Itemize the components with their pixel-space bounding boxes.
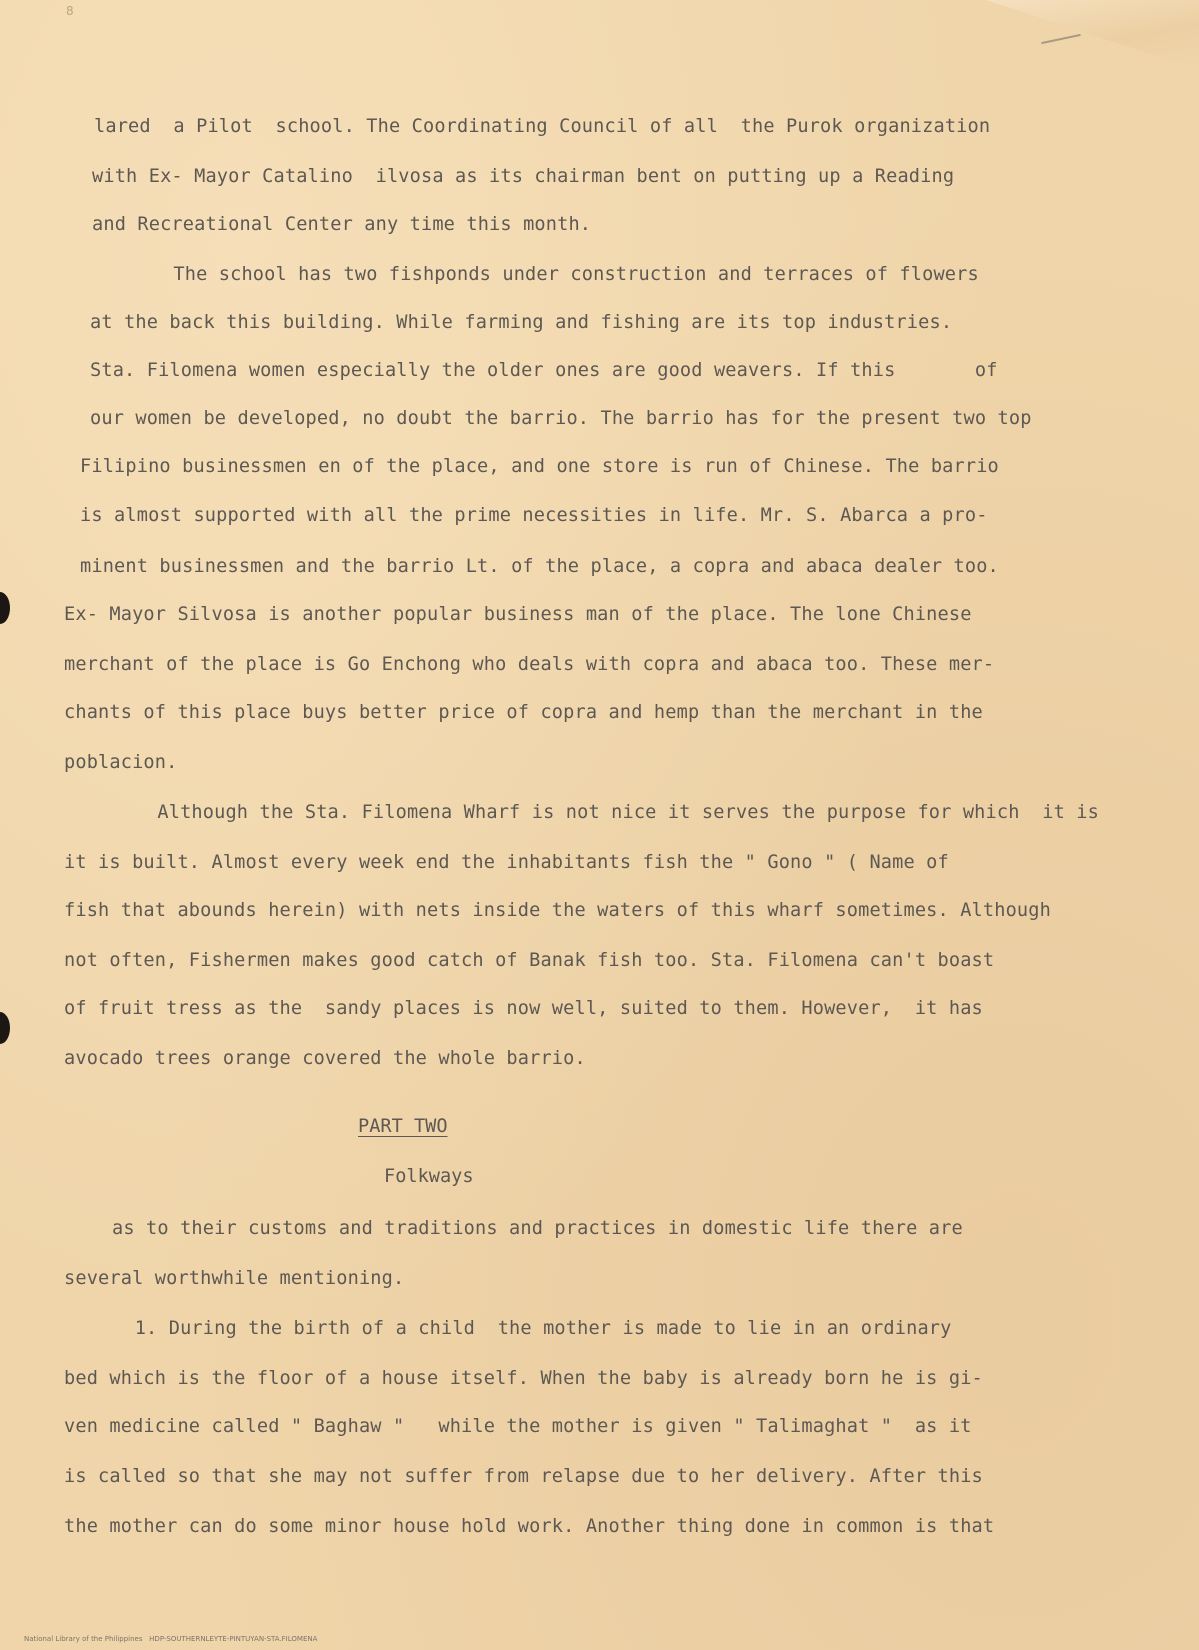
text-line: and Recreational Center any time this month. <box>92 214 592 235</box>
text-line: as to their customs and traditions and practices in domestic life there are <box>112 1218 963 1239</box>
text-line: avocado trees orange covered the whole barrio. <box>64 1048 586 1069</box>
text-line: with Ex- Mayor Catalino ilvosa as its chairman bent on putting up a Reading <box>92 166 955 187</box>
text-line: Although the Sta. Filomena Wharf is not nice it serves the purpose for which it is <box>112 802 1099 823</box>
text-line: Filipino businessmen en of the place, and one store is run of Chinese. The barrio <box>80 456 999 477</box>
text-line: is almost supported with all the prime necessities in life. Mr. S. Abarca a pro- <box>80 505 988 526</box>
text-line: 1. During the birth of a child the mother is made to lie in an ordinary <box>112 1318 952 1339</box>
text-line: Ex- Mayor Silvosa is another popular business man of the place. The lone Chinese <box>64 604 972 625</box>
text-line: minent businessmen and the barrio Lt. of the place, a copra and abaca dealer too. <box>80 556 999 577</box>
text-line: at the back this building. While farming and fishing are its top industries. <box>90 312 953 333</box>
text-line: the mother can do some minor house hold work. Another thing done in common is that <box>64 1516 995 1537</box>
section-subheading: Folkways <box>384 1166 474 1187</box>
text-line: it is built. Almost every week end the inhabitants fish the " Gono " ( Name of <box>64 852 949 873</box>
text-line: The school has two fishponds under construction and terraces of flowers <box>128 264 979 285</box>
folded-corner <box>939 0 1199 70</box>
text-line: Sta. Filomena women especially the older ones are good weavers. If this of <box>90 360 998 381</box>
text-line: several worthwhile mentioning. <box>64 1268 405 1289</box>
section-heading: PART TWO <box>358 1116 448 1137</box>
text-line: poblacion. <box>64 752 178 773</box>
archive-footer: National Library of the Philippines HDP-SOUTHERNLEYTE-PINTUYAN-STA.FILOMENA <box>24 1635 318 1643</box>
punch-hole-icon <box>0 592 10 624</box>
text-line: not often, Fishermen makes good catch of Banak fish too. Sta. Filomena can't boast <box>64 950 995 971</box>
text-line: merchant of the place is Go Enchong who deals with copra and abaca too. These mer- <box>64 654 995 675</box>
pencil-mark <box>1041 34 1081 44</box>
text-line: ven medicine called " Baghaw " while the mother is given " Talimaghat " as it <box>64 1416 972 1437</box>
text-line: lared a Pilot school. The Coordinating Council of all the Purok organization <box>94 116 991 137</box>
punch-hole-icon <box>0 1012 10 1044</box>
text-line: chants of this place buys better price of copra and hemp than the merchant in the <box>64 702 983 723</box>
text-line: fish that abounds herein) with nets inside the waters of this wharf sometimes. Although <box>64 900 1051 921</box>
text-line: of fruit tress as the sandy places is now well, suited to them. However, it has <box>64 998 983 1019</box>
page-mark: 8 <box>66 4 74 18</box>
text-line: is called so that she may not suffer from relapse due to her delivery. After this <box>64 1466 983 1487</box>
text-line: our women be developed, no doubt the barrio. The barrio has for the present two top <box>90 408 1032 429</box>
text-line: bed which is the floor of a house itself. When the baby is already born he is gi- <box>64 1368 983 1389</box>
